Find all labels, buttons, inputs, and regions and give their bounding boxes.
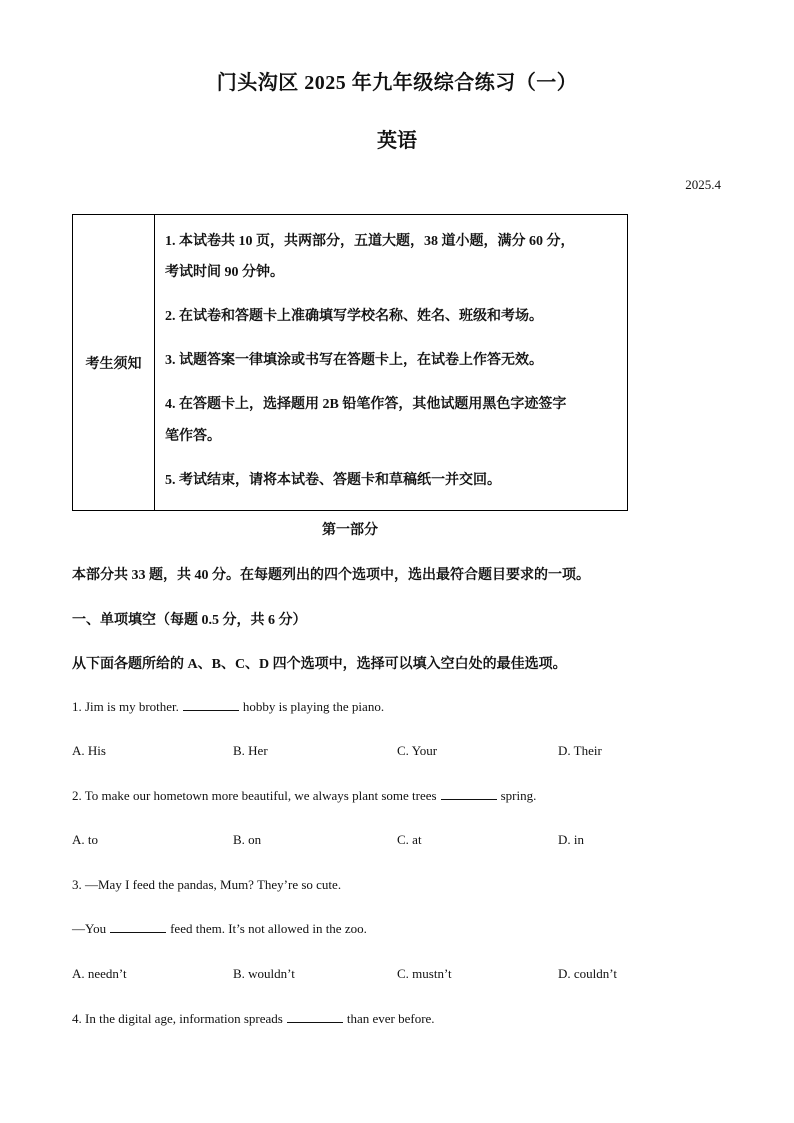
option-c: C. Your <box>397 743 438 758</box>
question-text: 2. To make our hometown more beautiful, we always plant some trees <box>72 788 437 803</box>
option-a: A. needn’t <box>72 966 127 981</box>
notice-item: 4. 在答题卡上，选择题用 2B 铅笔作答，其他试题用黑色字迹签字 <box>165 397 567 412</box>
notice-item: 考试时间 90 分钟。 <box>165 265 284 280</box>
option-c: C. at <box>397 832 422 847</box>
option-d: D. Their <box>558 743 602 758</box>
option-b: B. wouldn’t <box>233 966 295 981</box>
notice-content <box>155 215 627 510</box>
answer-blank <box>441 798 497 800</box>
question-text: spring. <box>500 788 537 803</box>
exam-title: 门头沟区 2025 年九年级综合练习（一） <box>216 72 578 94</box>
question-text: than ever before. <box>346 1011 435 1026</box>
notice-label: 考生须知 <box>73 215 155 510</box>
question-text: feed them. It’s not allowed in the zoo. <box>170 921 367 936</box>
notice-item: 5. 考试结束，请将本试卷、答题卡和草稿纸一并交回。 <box>165 473 501 488</box>
part-title: 第一部分 <box>322 523 378 538</box>
option-a: A. to <box>72 832 98 847</box>
section-instruction: 从下面各题所给的 A、B、C、D 四个选项中，选择可以填入空白处的最佳选项。 <box>72 657 567 672</box>
option-d: D. in <box>558 832 584 847</box>
notice-item: 1. 本试卷共 10 页，共两部分，五道大题，38 道小题，满分 60 分， <box>165 234 575 249</box>
answer-blank <box>287 1021 343 1023</box>
option-d: D. couldn’t <box>558 966 617 981</box>
question-3: 3. —May I feed the pandas, Mum? They’re so cute. <box>72 877 342 892</box>
notice-table <box>72 214 628 511</box>
notice-item: 2. 在试卷和答题卡上准确填写学校名称、姓名、班级和考场。 <box>165 309 543 324</box>
question-1 <box>72 699 384 715</box>
exam-date: 2025.4 <box>685 177 721 192</box>
part-intro: 本部分共 33 题，共 40 分。在每题列出的四个选项中，选出最符合题目要求的一项。 <box>72 568 590 583</box>
notice-item: 笔作答。 <box>165 429 221 444</box>
question-text: —You <box>72 921 107 936</box>
notice-item: 3. 试题答案一律填涂或书写在答题卡上，在试卷上作答无效。 <box>165 353 543 368</box>
option-b: B. on <box>233 832 262 847</box>
answer-blank <box>110 931 166 933</box>
question-2 <box>72 788 536 804</box>
question-text: hobby is playing the piano. <box>242 699 385 714</box>
question-3-reply <box>72 921 367 937</box>
section-title: 一、单项填空（每题 0.5 分，共 6 分） <box>72 613 307 628</box>
answer-blank <box>183 709 239 711</box>
question-text: 4. In the digital age, information spreads <box>72 1011 283 1026</box>
question-4 <box>72 1011 435 1027</box>
option-b: B. Her <box>233 743 268 758</box>
option-a: A. His <box>72 743 106 758</box>
subject-title: 英语 <box>377 130 417 152</box>
option-c: C. mustn’t <box>397 966 452 981</box>
question-text: 1. Jim is my brother. <box>72 699 179 714</box>
